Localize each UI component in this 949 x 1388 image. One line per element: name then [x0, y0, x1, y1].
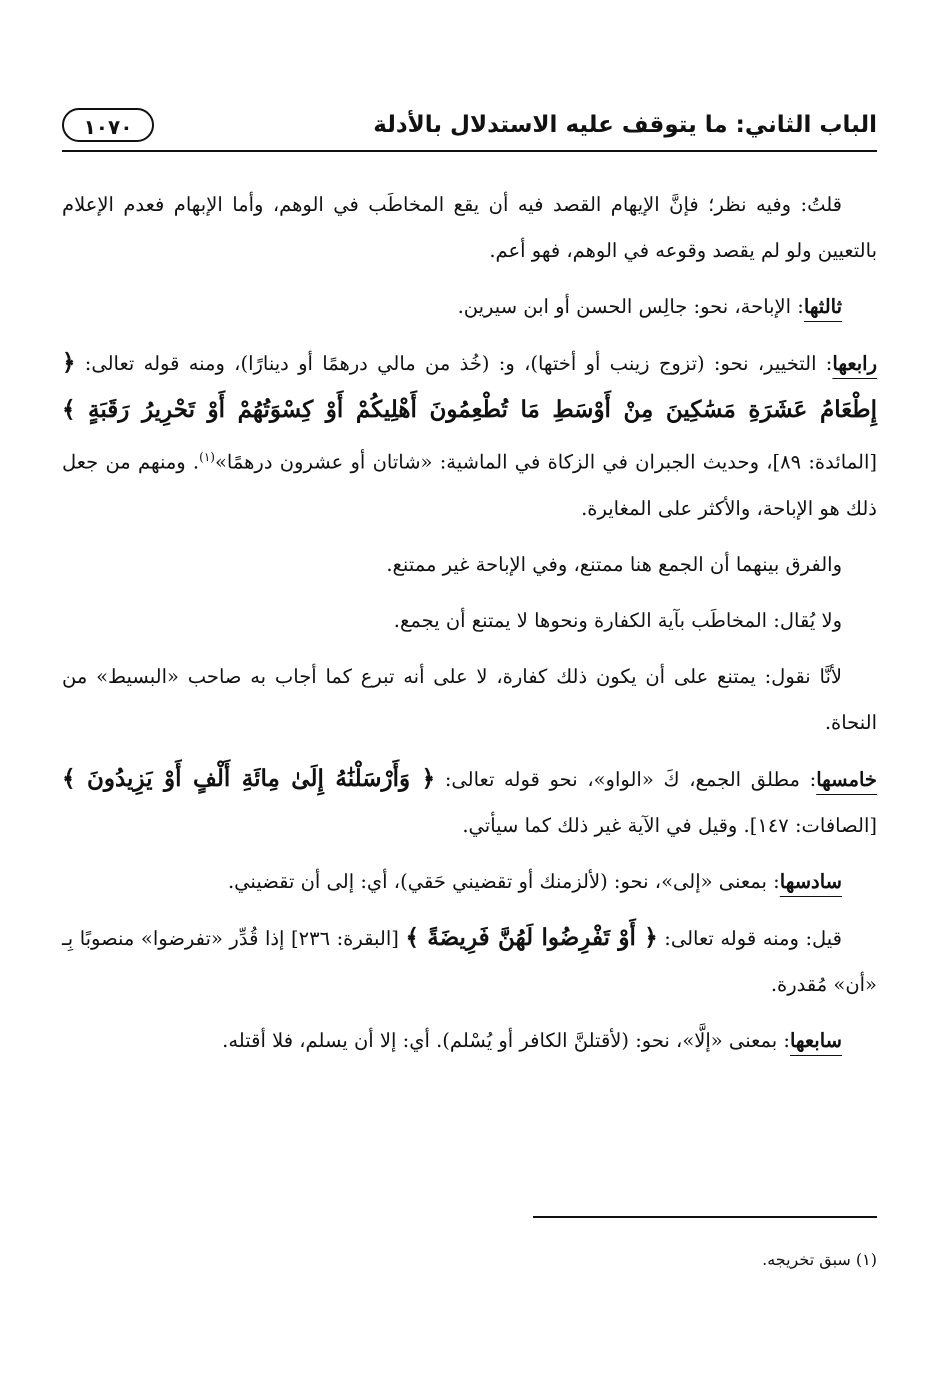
- paragraph-rabiuha: [62, 340, 877, 532]
- paragraph-qila: [62, 915, 877, 1008]
- chapter-title: الباب الثاني: ما يتوقف عليه الاستدلال بالأدلة: [373, 112, 877, 138]
- paragraph-thalithuha: [62, 284, 877, 330]
- paragraph-4: والفرق بينهما أن الجمع هنا ممتنع، وفي الإباحة غير ممتنع.: [386, 552, 842, 576]
- section-label: رابعها: [832, 352, 877, 375]
- paragraph-text: : التخيير، نحو: (تزوج زينب أو أختها)، و: (خُذ من مالي درهمًا أو دينارًا)، ومنه قوله تعالى:: [84, 352, 833, 375]
- paragraph-1: قلتُ: وفيه نظر؛ فإنَّ الإيهام القصد فيه أن يقع المخاطَب في الوهم، وأما الإبهام فعدم الإعلام بالتعيين ولو لم يقصد وقوعه في الوهم، فهو أعم.: [62, 193, 877, 262]
- quran-verse: ﴿ أَوْ تَفْرِضُوا لَهُنَّ فَرِيضَةً ﴾: [405, 923, 658, 951]
- footnote-1: (١) سبق تخريجه.: [762, 1250, 877, 1269]
- section-label: خامسها: [816, 767, 877, 791]
- section-label: ثالثها: [803, 295, 842, 318]
- page-number: ١٠٧٠: [62, 108, 154, 142]
- paragraph-text: . ومنهم من جعل ذلك هو الإباحة، والأكثر على المغايرة.: [62, 450, 877, 520]
- section-label: سادسها: [779, 869, 842, 893]
- footnote-ref[interactable]: (١): [199, 450, 215, 464]
- paragraph-6: لأنَّا نقول: يمتنع على أن يكون ذلك كفارة، لا على أنه تبرع كما أجاب به صاحب «البسيط» من النحاة.: [62, 664, 877, 734]
- paragraph-sadisuha: [62, 859, 877, 905]
- paragraph-5: ولا يُقال: المخاطَب بآية الكفارة ونحوها لا يمتنع أن يجمع.: [393, 608, 842, 632]
- paragraph-text: قيل: ومنه قوله تعالى:: [664, 926, 842, 950]
- paragraph-text: : بمعنى «إلَّا»، نحو: (لأقتلنَّ الكافر أو يُسْلم). أي: إلا أن يسلم، فلا أقتله.: [222, 1028, 790, 1052]
- paragraph-khamisuha: [62, 756, 877, 849]
- citation-text: [البقرة: ٢٣٦] إذا قُدِّر «تفرضوا» منصوبًا بِـ «أن» مُقدرة.: [62, 926, 877, 996]
- paragraph-text: : الإباحة، نحو: جالِس الحسن أو ابن سيرين.: [457, 295, 804, 318]
- citation-text: [المائدة: ٨٩]، وحديث الجبران في الزكاة في الماشية: «شاتان أو عشرون درهمًا»: [214, 450, 877, 474]
- page-header: [62, 106, 877, 154]
- section-label: سابعها: [789, 1028, 842, 1052]
- header-rule: [62, 150, 877, 152]
- citation-text: [الصافات: ١٤٧]. وقيل في الآية غير ذلك كما سيأتي.: [462, 813, 877, 837]
- paragraph-sabiuha: [62, 1018, 877, 1064]
- paragraph-text: : بمعنى «إلى»، نحو: (لألزمنك أو تقضيني حَقي)، أي: إلى أن تقضيني.: [227, 869, 780, 893]
- quran-verse: ﴿ إِطْعَامُ عَشَرَةِ مَسَٰكِينَ مِنْ أَوْسَطِ مَا تُطْعِمُونَ أَهْلِيكُمْ أَوْ كِسْوَتُهُمْ أَوْ تَحْرِيرُ رَقَبَةٍ ﴾: [62, 349, 877, 423]
- paragraph-text: : مطلق الجمع، كَ «الواو»، نحو قوله تعالى:: [444, 767, 817, 791]
- page-body: [62, 182, 877, 1074]
- footnote-separator: [533, 1216, 877, 1218]
- quran-verse: ﴿ وَأَرْسَلْنَٰهُ إِلَىٰ مِائَةِ أَلْفٍ أَوْ يَزِيدُونَ ﴾: [62, 764, 436, 792]
